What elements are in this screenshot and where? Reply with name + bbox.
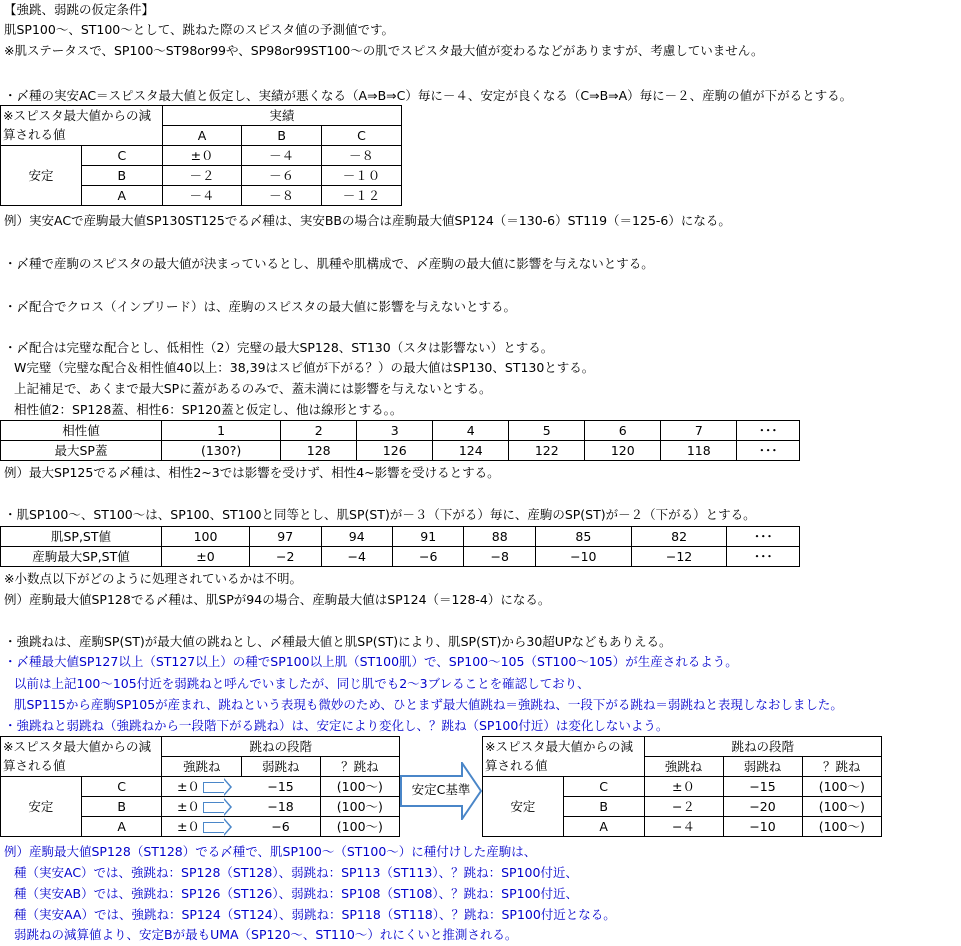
table-cell: －２ xyxy=(162,166,242,186)
corner-label: 算される値 xyxy=(483,757,645,777)
table-cell: ±０ xyxy=(162,797,241,817)
text-line-blue: 以前は上記100～105付近を弱跳ねと呼んでいましたが、同じ肌でも2～3ブレることを確認しており、 xyxy=(14,676,590,691)
table-cell: ･･･ xyxy=(727,547,800,567)
rule-line-blue: ・〆種最大値SP127以上（ST127以上）の種でSP100以上肌（ST100肌）で、SP100～105（ST100～105）が生産されるよう。 xyxy=(4,654,738,669)
table-cell: ･･･ xyxy=(737,441,800,461)
corner-label: ※スピスタ最大値からの減 xyxy=(1,106,163,126)
rule-line: ・肌SP100～、ST100～は、SP100、ST100と同等とし、肌SP(ST)が－３（下がる）毎に、産駒のSP(ST)が－２（下がる）とする。 xyxy=(4,507,756,522)
table-cell: (100～) xyxy=(320,817,399,837)
table-cell: 85 xyxy=(535,527,631,547)
note-line: ※小数点以下がどのように処理されているかは不明。 xyxy=(4,571,302,586)
table-cell: 128 xyxy=(281,441,357,461)
table-cell: ･･･ xyxy=(737,421,800,441)
table-cell: −4 xyxy=(321,547,392,567)
arrow-right-icon xyxy=(203,802,224,813)
rule-line: ・強跳ねは、産駒SP(ST)が最大値の跳ねとし、〆種最大値と肌SP(ST)により、肌SP(ST)から30超UPなどもありえる。 xyxy=(4,634,672,649)
row-group-header: 安定 xyxy=(1,146,82,206)
table-cell: (100～) xyxy=(802,797,881,817)
table-cell: 91 xyxy=(392,527,463,547)
example-line: 例）産駒最大値SP128でる〆種は、肌SPが94の場合、産駒最大値はSP124（＝128-4）になる。 xyxy=(4,592,551,607)
table-cell: −４ xyxy=(644,817,723,837)
col-header: B xyxy=(242,126,322,146)
table-cell: －６ xyxy=(242,166,322,186)
row-label: 産駒最大SP,ST値 xyxy=(1,547,162,567)
table-cell: ±０ xyxy=(162,777,241,797)
row-group-header: 安定 xyxy=(483,777,564,837)
arrow-label: 安定C基準 xyxy=(411,782,471,797)
table-cell: 100 xyxy=(162,527,250,547)
col-header: 強跳ね xyxy=(162,757,241,777)
col-header: A xyxy=(162,126,242,146)
table-cell: 1 xyxy=(162,421,281,441)
arrow-right-icon xyxy=(203,782,224,793)
table-cell: 82 xyxy=(631,527,727,547)
corner-label: ※スピスタ最大値からの減 xyxy=(483,737,645,757)
col-header: 強跳ね xyxy=(644,757,723,777)
row-label: B xyxy=(81,166,162,186)
rule-line: ・〆種の実安AC＝スピスタ最大値と仮定し、実績が悪くなる（A⇒B⇒C）毎に－４、安定が良くなる（C⇒B⇒A）毎に－２、産駒の値が下がるとする。 xyxy=(4,88,853,103)
table-cell: 118 xyxy=(661,441,737,461)
example-line: 例）実安ACで産駒最大値SP130ST125でる〆種は、実安BBの場合は産駒最大値SP124（＝130-6）ST119（＝125-6）になる。 xyxy=(4,213,731,228)
text-line: 肌SP100～、ST100～として、跳ねた際のスピスタ値の予測値です。 xyxy=(4,22,395,37)
group-header: 実績 xyxy=(162,106,401,126)
table-cell: 2 xyxy=(281,421,357,441)
text-line-blue: 弱跳ねの減算値より、安定Bが最もUMA（SP120～、ST110～）れにくいと推測される。 xyxy=(14,927,518,942)
table-cell: ±０ xyxy=(162,817,241,837)
table-cell: 6 xyxy=(585,421,661,441)
text-line-blue: 種（実安AC）では、強跳ね：SP128（ST128）、弱跳ね：SP113（ST113）、？跳ね：SP100付近、 xyxy=(14,865,578,880)
col-header: ？跳ね xyxy=(802,757,881,777)
affinity-table xyxy=(0,420,800,461)
table-cell: －４ xyxy=(162,186,242,206)
table-cell: －４ xyxy=(242,146,322,166)
rule-line: ・〆配合は完璧な配合とし、低相性（2）完璧の最大SP128、ST130（スタは影響ない）とする。 xyxy=(4,340,554,355)
table-cell: －１２ xyxy=(322,186,402,206)
table-cell: 126 xyxy=(357,441,433,461)
table-cell: (100～) xyxy=(320,797,399,817)
table-cell: −２ xyxy=(644,797,723,817)
table-cell: 122 xyxy=(509,441,585,461)
row-label: 最大SP蓋 xyxy=(1,441,162,461)
heading: 【強跳、弱跳の仮定条件】 xyxy=(4,2,155,17)
row-group-header: 安定 xyxy=(1,777,82,837)
table-cell: −6 xyxy=(241,817,320,837)
table-cell: ±０ xyxy=(162,146,242,166)
table-cell: －８ xyxy=(242,186,322,206)
text-line-blue: 種（実安AA）では、強跳ね：SP124（ST124）、弱跳ね：SP118（ST118）、？跳ね：SP100付近となる。 xyxy=(14,907,616,922)
note-line: ※肌ステータスで、SP100～ST98or99や、SP98or99ST100～の肌でスピスタ最大値が変わるなどがありますが、考慮していません。 xyxy=(4,43,764,58)
mare-stat-table xyxy=(0,526,800,567)
row-label: B xyxy=(81,797,162,817)
table-cell: 4 xyxy=(433,421,509,441)
table-cell: 3 xyxy=(357,421,433,441)
text-line: 上記補足で、あくまで最大SPに蓋があるのみで、蓋未満には影響を与えないとする。 xyxy=(14,381,492,396)
reduction-table-1 xyxy=(0,105,402,206)
table-cell: (100～) xyxy=(802,817,881,837)
table-cell: −15 xyxy=(723,777,802,797)
table-cell: −8 xyxy=(464,547,535,567)
jump-table-right xyxy=(482,736,882,837)
table-cell: 5 xyxy=(509,421,585,441)
col-header: C xyxy=(322,126,402,146)
text-line: 相性値2：SP128蓋、相性6：SP120蓋と仮定し、他は線形とする。。 xyxy=(14,402,403,417)
group-header: 跳ねの段階 xyxy=(162,737,400,757)
text-line-blue: 肌SP115から産駒SP105が産まれ、跳ねという表現も微妙のため、ひとまず最大値跳ね＝強跳ね、一段下がる跳ね＝弱跳ねと表現しなおしました。 xyxy=(14,697,843,712)
row-label: A xyxy=(81,817,162,837)
table-cell: −2 xyxy=(250,547,321,567)
example-line: 例）最大SP125でる〆種は、相性2~3では影響を受けず、相性4~影響を受けるとする。 xyxy=(4,465,500,480)
table-cell: −15 xyxy=(241,777,320,797)
table-cell: 124 xyxy=(433,441,509,461)
corner-label: 算される値 xyxy=(1,126,163,146)
row-label: C xyxy=(81,777,162,797)
row-label: 肌SP,ST値 xyxy=(1,527,162,547)
jump-table-left xyxy=(0,736,400,837)
table-cell: ･･･ xyxy=(727,527,800,547)
table-cell: －８ xyxy=(322,146,402,166)
table-cell: ±０ xyxy=(644,777,723,797)
row-label: C xyxy=(563,777,644,797)
table-cell: 120 xyxy=(585,441,661,461)
table-cell: −10 xyxy=(723,817,802,837)
table-cell: 94 xyxy=(321,527,392,547)
row-label: C xyxy=(81,146,162,166)
row-label: A xyxy=(563,817,644,837)
col-header: 弱跳ね xyxy=(241,757,320,777)
corner-label: 算される値 xyxy=(1,757,162,777)
table-cell: (130?) xyxy=(162,441,281,461)
corner-label: ※スピスタ最大値からの減 xyxy=(1,737,162,757)
arrow-right-icon xyxy=(203,822,224,833)
rule-line: ・〆配合でクロス（インブリード）は、産駒のスピスタの最大値に影響を与えないとする。 xyxy=(4,299,517,314)
row-label: A xyxy=(81,186,162,206)
rule-line: ・〆種で産駒のスピスタの最大値が決まっているとし、肌種や肌構成で、〆産駒の最大値に影響を与えないとする。 xyxy=(4,256,654,271)
group-header: 跳ねの段階 xyxy=(644,737,881,757)
row-label: 相性値 xyxy=(1,421,162,441)
text-line: W完璧（完璧な配合＆相性値40以上：38,39はスピ値が下がる？）の最大値はSP130、ST130とする。 xyxy=(14,360,595,375)
table-cell: －１０ xyxy=(322,166,402,186)
table-cell: ±0 xyxy=(162,547,250,567)
table-cell: 97 xyxy=(250,527,321,547)
table-cell: (100～) xyxy=(320,777,399,797)
table-cell: 7 xyxy=(661,421,737,441)
table-cell: −18 xyxy=(241,797,320,817)
table-cell: −12 xyxy=(631,547,727,567)
col-header: ？跳ね xyxy=(320,757,399,777)
table-cell: −6 xyxy=(392,547,463,567)
text-line-blue: 種（実安AB）では、強跳ね：SP126（ST126）、弱跳ね：SP108（ST108）、？跳ね：SP100付近、 xyxy=(14,886,578,901)
rule-line-blue: ・強跳ねと弱跳ね（強跳ねから一段階下がる跳ね）は、安定により変化し、？跳ね（SP100付近）は変化しないよう。 xyxy=(4,718,669,733)
table-cell: 88 xyxy=(464,527,535,547)
table-cell: −20 xyxy=(723,797,802,817)
table-cell: −10 xyxy=(535,547,631,567)
example-line-blue: 例）産駒最大値SP128（ST128）でる〆種で、肌SP100～（ST100～）に種付けした産駒は、 xyxy=(4,844,537,859)
row-label: B xyxy=(563,797,644,817)
big-arrow-right-icon xyxy=(400,762,482,820)
col-header: 弱跳ね xyxy=(723,757,802,777)
table-cell: (100～) xyxy=(802,777,881,797)
